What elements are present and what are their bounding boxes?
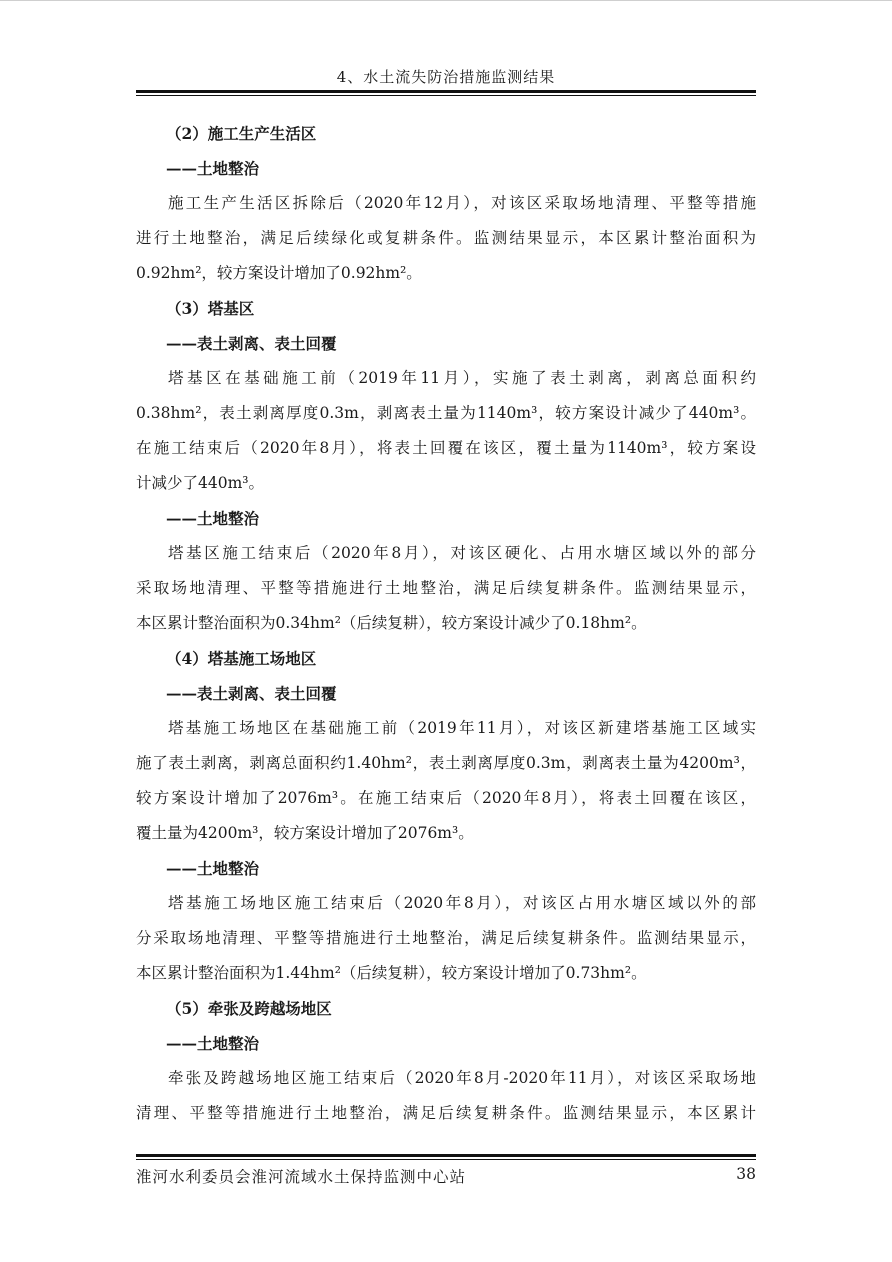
paragraph-line: 施了表土剥离，剥离总面积约1.40hm²，表土剥离厚度0.3m，剥离表土量为4200m³， [136,754,756,772]
footer-rule-thin [136,1159,756,1160]
sub-heading: ——土地整治 [166,859,260,878]
section-heading: （4）塔基施工场地区 [166,649,317,668]
paragraph-line: 较方案设计增加了2076m³。在施工结束后（2020年8月），将表土回覆在该区， [136,789,756,807]
paragraph-line: 清理、平整等措施进行土地整治，满足后续复耕条件。监测结果显示，本区累计 [136,1104,756,1122]
paragraph-line: 塔基区施工结束后（2020年8月），对该区硬化、占用水塘区域以外的部分 [168,544,756,562]
sub-heading: ——表土剥离、表土回覆 [166,334,337,353]
section-heading: （5）牵张及跨越场地区 [166,999,332,1018]
paragraph-line: 0.92hm²，较方案设计增加了0.92hm²。 [136,264,422,282]
paragraph-line: 分采取场地清理、平整等措施进行土地整治，满足后续复耕条件。监测结果显示， [136,929,756,947]
page-number: 38 [736,1165,756,1183]
section-heading: （3）塔基区 [166,299,255,318]
sub-heading: ——土地整治 [166,1034,260,1053]
running-header: 4、水土流失防治措施监测结果 [336,68,556,86]
paragraph-line: 施工生产生活区拆除后（2020年12月），对该区采取场地清理、平整等措施 [168,194,756,212]
paragraph-line: 本区累计整治面积为0.34hm²（后续复耕），较方案设计减少了0.18hm²。 [136,614,647,632]
paragraph-line: 塔基施工场地区施工结束后（2020年8月），对该区占用水塘区域以外的部 [168,894,756,912]
page-edge [0,0,892,1]
paragraph-line: 计减少了440m³。 [136,474,264,492]
sub-heading: ——土地整治 [166,159,260,178]
section-heading: （2）施工生产生活区 [166,124,317,143]
header-rule-thick [136,90,756,93]
paragraph-line: 塔基施工场地区在基础施工前（2019年11月），对该区新建塔基施工区域实 [168,719,756,737]
paragraph-line: 0.38hm²，表土剥离厚度0.3m，剥离表土量为1140m³，较方案设计减少了440m³。 [136,404,756,422]
header-rule-thin [136,95,756,96]
paragraph-line: 牵张及跨越场地区施工结束后（2020年8月-2020年11月），对该区采取场地 [168,1069,756,1087]
sub-heading: ——土地整治 [166,509,260,528]
paragraph-line: 采取场地清理、平整等措施进行土地整治，满足后续复耕条件。监测结果显示， [136,579,756,597]
paragraph-line: 在施工结束后（2020年8月），将表土回覆在该区，覆土量为1140m³，较方案设 [136,439,756,457]
paragraph-line: 本区累计整治面积为1.44hm²（后续复耕），较方案设计增加了0.73hm²。 [136,964,647,982]
footer-organization: 淮河水利委员会淮河流域水土保持监测中心站 [136,1168,467,1186]
paragraph-line: 塔基区在基础施工前（2019年11月），实施了表土剥离，剥离总面积约 [168,369,756,387]
document-body [136,116,756,1131]
paragraph-line: 覆土量为4200m³，较方案设计增加了2076m³。 [136,824,474,842]
sub-heading: ——表土剥离、表土回覆 [166,684,337,703]
paragraph-line: 进行土地整治，满足后续绿化或复耕条件。监测结果显示，本区累计整治面积为 [136,229,756,247]
footer-rule-thick [136,1154,756,1157]
